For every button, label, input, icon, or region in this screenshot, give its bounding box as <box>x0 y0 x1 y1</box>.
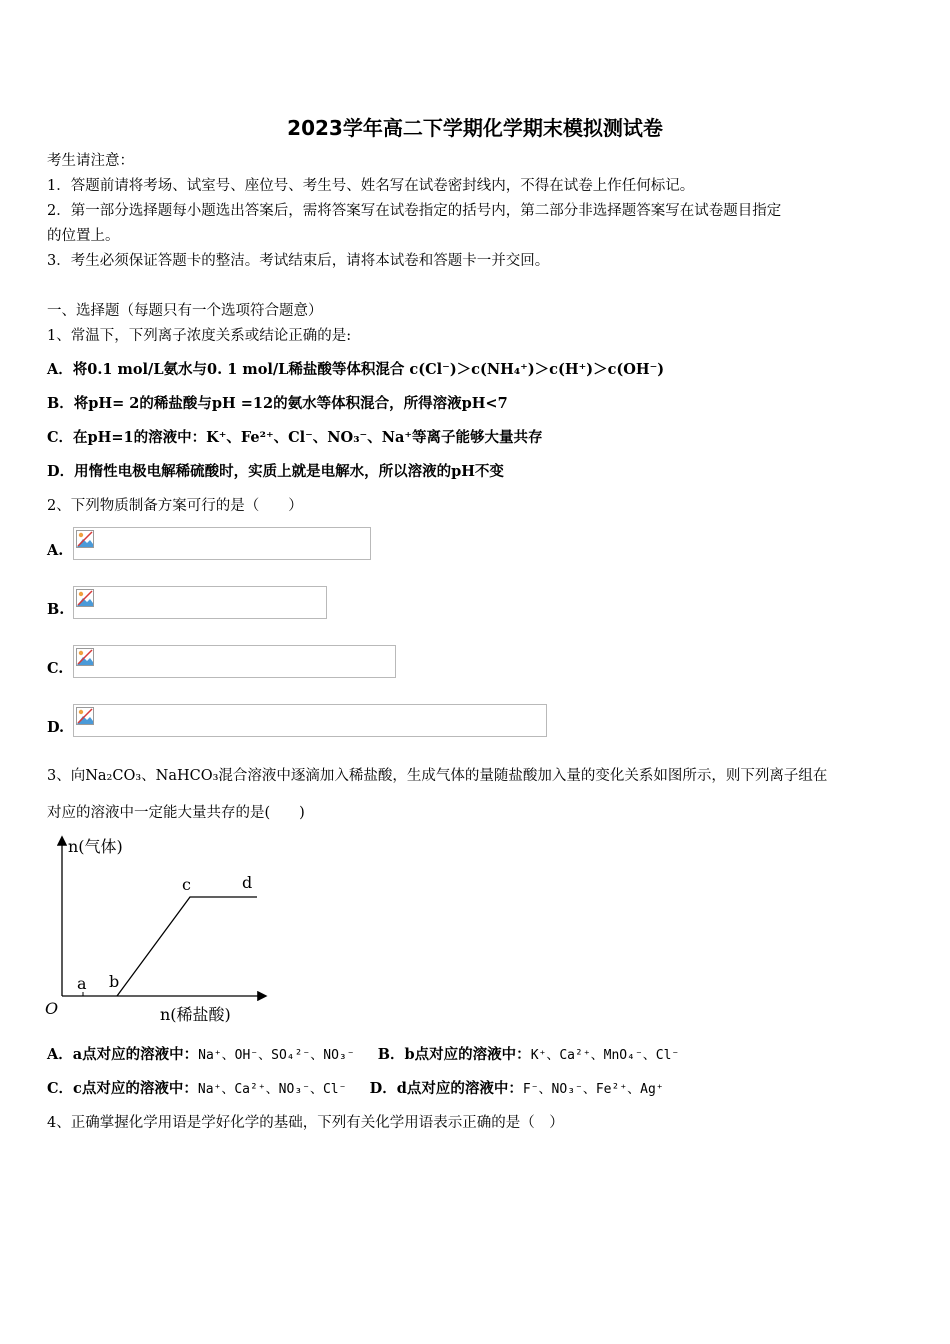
q1-option-d: D．用惰性电极电解稀硫酸时，实质上就是电解水，所以溶液的pH不变 <box>47 463 504 480</box>
q3-gas-volume-graph <box>40 832 280 1032</box>
q3-option-c-ions: Na⁺、Ca²⁺、NO₃⁻、Cl⁻ <box>197 1082 347 1097</box>
q3-option-c-prefix: C．c点对应的溶液中： <box>47 1080 198 1097</box>
y-axis-label: n(气体) <box>68 837 123 856</box>
broken-image-icon <box>76 530 94 548</box>
q3-option-a-ions: Na⁺、OH⁻、SO₄²⁻、NO₃⁻ <box>198 1048 355 1063</box>
q2-label-c: C. <box>47 660 64 677</box>
q4-stem: 4、正确掌握化学用语是学好化学的基础，下列有关化学用语表示正确的是（ ） <box>47 1115 564 1131</box>
notice-heading: 考生请注意： <box>47 153 134 169</box>
notice-item-2: 2．第一部分选择题每小题选出答案后，需将答案写在试卷指定的括号内，第二部分非选择题答案写在试卷题目指定 <box>47 203 782 219</box>
origin-label: O <box>45 999 59 1018</box>
point-a-label: a <box>77 974 87 993</box>
q2-label-b: B. <box>47 601 65 618</box>
q3-option-d-prefix: D．d点对应的溶液中： <box>369 1080 523 1097</box>
exam-title: 2023学年高二下学期化学期末模拟测试卷 <box>287 116 663 140</box>
q3-options-ab <box>47 1044 679 1067</box>
q2-stem: 2、下列物质制备方案可行的是（ ） <box>47 498 303 514</box>
point-d-label: d <box>242 873 253 892</box>
q2-option-a-image <box>73 527 371 560</box>
point-c-label: c <box>182 875 191 894</box>
q3-option-b-prefix: B．b点对应的溶液中： <box>377 1046 531 1063</box>
gas-curve <box>117 897 257 996</box>
point-b-label: b <box>109 972 120 991</box>
q3-stem-line-2: 对应的溶液中一定能大量共存的是( ) <box>47 805 305 821</box>
broken-image-icon <box>76 648 94 666</box>
q3-option-b-ions: K⁺、Ca²⁺、MnO₄⁻、Cl⁻ <box>530 1048 680 1063</box>
q3-option-d-ions: F⁻、NO₃⁻、Fe²⁺、Ag⁺ <box>522 1082 664 1097</box>
q2-label-a: A. <box>47 542 64 559</box>
notice-item-1: 1．答题前请将考场、试室号、座位号、考生号、姓名写在试卷密封线内，不得在试卷上作任何标记。 <box>47 178 695 194</box>
notice-item-3: 3．考生必须保证答题卡的整洁。考试结束后，请将本试卷和答题卡一并交回。 <box>47 253 550 269</box>
q3-options-cd <box>47 1078 664 1101</box>
q1-stem: 1、常温下，下列离子浓度关系或结论正确的是: <box>47 328 352 344</box>
q1-option-a: A．将0.1 mol/L氨水与0. 1 mol/L稀盐酸等体积混合 c(Cl⁻)＞c(NH₄⁺)＞c(H⁺)＞c(OH⁻) <box>47 361 665 378</box>
q3-option-a-prefix: A．a点对应的溶液中： <box>47 1046 199 1063</box>
q2-option-d-image <box>73 704 547 737</box>
broken-image-icon <box>76 589 94 607</box>
x-axis-label: n(稀盐酸) <box>160 1005 231 1024</box>
q1-option-c: C．在pH=1的溶液中：K⁺、Fe²⁺、Cl⁻、NO₃⁻、Na⁺等离子能够大量共存 <box>47 429 543 446</box>
q2-option-b-image <box>73 586 327 619</box>
q2-option-c-image <box>73 645 396 678</box>
section-heading: 一、选择题（每题只有一个选项符合题意） <box>47 303 323 319</box>
broken-image-icon <box>76 707 94 725</box>
notice-item-2-cont: 的位置上。 <box>47 228 120 244</box>
q3-stem-line-1: 3、向Na₂CO₃、NaHCO₃混合溶液中逐滴加入稀盐酸，生成气体的量随盐酸加入量的变化关系如图所示，则下列离子组在 <box>47 768 828 784</box>
q1-option-b: B．将pH= 2的稀盐酸与pH =12的氨水等体积混合，所得溶液pH<7 <box>47 395 508 412</box>
q2-label-d: D. <box>47 719 65 736</box>
